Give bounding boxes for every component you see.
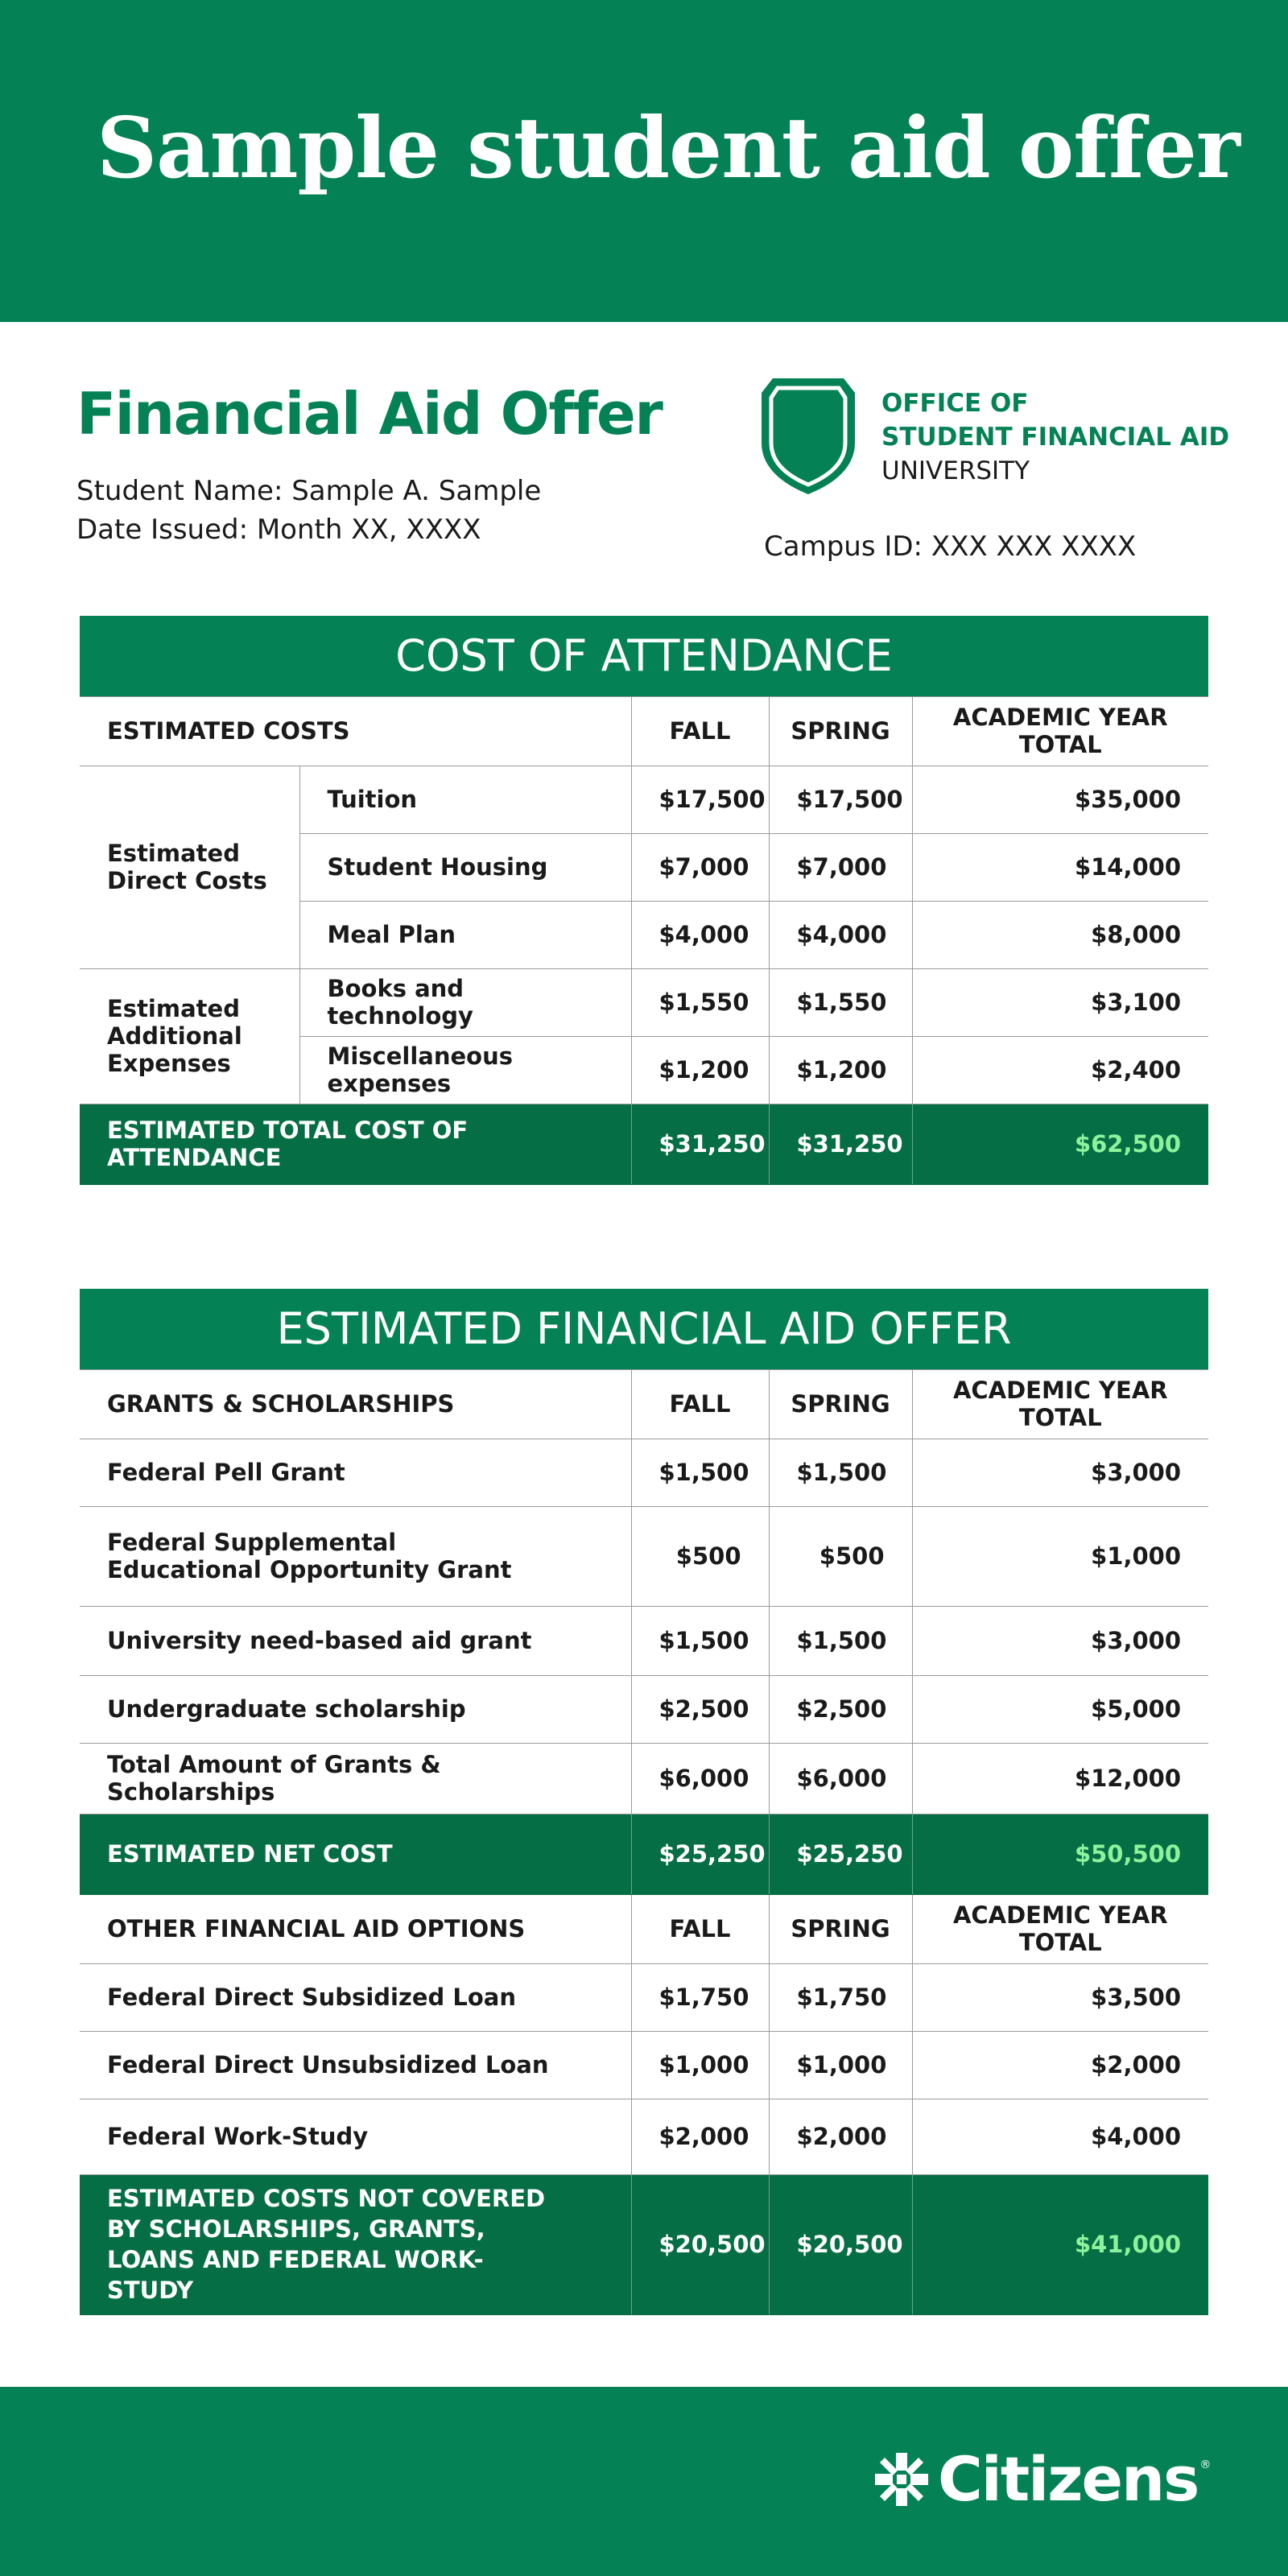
office-line-1: OFFICE OF: [881, 389, 1029, 418]
row-spring: $2,500: [769, 1675, 912, 1743]
row-total: $2,400: [912, 1036, 1208, 1104]
row-spring: $17,500: [769, 766, 912, 833]
row-fall: $2,500: [631, 1675, 769, 1743]
row-fall: $2,000: [631, 2099, 769, 2174]
date-issued: Date Issued: Month XX, XXXX: [76, 514, 481, 546]
group-label-direct: Estimated Direct Costs: [80, 766, 299, 968]
net-cost-row: [80, 1814, 1208, 1894]
row-fall: $7,000: [631, 833, 769, 901]
net-cost-spring: $25,250: [769, 1814, 912, 1894]
row-spring: $4,000: [769, 901, 912, 968]
row-fall: $1,500: [631, 1606, 769, 1675]
page-title: Financial Aid Offer: [76, 380, 663, 448]
table-row: [80, 1743, 1208, 1814]
final-total-row: [80, 2174, 1208, 2314]
row-label: Miscellaneous expenses: [299, 1036, 631, 1104]
registered-mark: ®: [1199, 2458, 1212, 2471]
row-total: $8,000: [912, 901, 1208, 968]
column-header-spring: SPRING: [769, 696, 912, 766]
table-row: [80, 1506, 1208, 1606]
row-total: $14,000: [912, 833, 1208, 901]
table-header-row: [80, 696, 1208, 766]
row-spring: $1,200: [769, 1036, 912, 1104]
citizens-logo-icon: [873, 2451, 930, 2508]
final-total-spring: $20,500: [769, 2174, 912, 2314]
row-label: Books and technology: [299, 968, 631, 1036]
column-header-total: ACADEMIC YEAR TOTAL: [912, 1894, 1208, 1963]
row-total: $4,000: [912, 2099, 1208, 2174]
office-line-2: STUDENT FINANCIAL AID: [881, 423, 1230, 452]
row-total: $3,000: [912, 1606, 1208, 1675]
offer-header: [76, 380, 663, 549]
column-header-spring: SPRING: [769, 1369, 912, 1439]
row-fall: $1,200: [631, 1036, 769, 1104]
brand-logo: [873, 2443, 1212, 2515]
row-label: Tuition: [299, 766, 631, 833]
row-label: Federal Direct Subsidized Loan: [80, 1963, 631, 2031]
financial-aid-offer-table: [80, 1289, 1208, 2315]
row-label: Student Housing: [299, 833, 631, 901]
row-label: Federal Supplemental Educational Opportunity Grant: [80, 1506, 631, 1606]
row-label: Meal Plan: [299, 901, 631, 968]
row-fall: $500: [631, 1506, 769, 1606]
total-label: ESTIMATED TOTAL COST OF ATTENDANCE: [80, 1104, 631, 1184]
row-label: Federal Direct Unsubsidized Loan: [80, 2031, 631, 2099]
total-row: [80, 1104, 1208, 1184]
row-fall: $1,500: [631, 1439, 769, 1506]
table-row: [80, 1963, 1208, 2031]
table-row: [80, 2031, 1208, 2099]
row-fall: $4,000: [631, 901, 769, 968]
net-cost-year: $50,500: [912, 1814, 1208, 1894]
row-fall: $1,550: [631, 968, 769, 1036]
row-spring: $1,550: [769, 968, 912, 1036]
column-header-total: ACADEMIC YEAR TOTAL: [912, 696, 1208, 766]
hero-title: Sample student aid offer: [97, 98, 1240, 197]
row-total: $3,500: [912, 1963, 1208, 2031]
row-spring: $1,500: [769, 1439, 912, 1506]
row-fall: $17,500: [631, 766, 769, 833]
column-header-fall: FALL: [631, 696, 769, 766]
group-label-additional: Estimated Additional Expenses: [80, 968, 299, 1104]
column-header-spring: SPRING: [769, 1894, 912, 1963]
student-name: Student Name: Sample A. Sample: [76, 475, 542, 507]
row-label: Total Amount of Grants & Scholarships: [80, 1743, 631, 1814]
row-label: Federal Work-Study: [80, 2099, 631, 2174]
row-total: $3,100: [912, 968, 1208, 1036]
row-label: University need-based aid grant: [80, 1606, 631, 1675]
row-spring: $7,000: [769, 833, 912, 901]
row-total: $1,000: [912, 1506, 1208, 1606]
column-header-label: ESTIMATED COSTS: [80, 696, 631, 766]
total-year: $62,500: [912, 1104, 1208, 1184]
column-header-label: GRANTS & SCHOLARSHIPS: [80, 1369, 631, 1439]
shield-icon: [757, 375, 860, 497]
cost-of-attendance-table: [80, 616, 1208, 1185]
final-total-fall: $20,500: [631, 2174, 769, 2314]
row-label: Undergraduate scholarship: [80, 1675, 631, 1743]
office-name: [881, 386, 1229, 488]
net-cost-label: ESTIMATED NET COST: [80, 1814, 631, 1894]
row-total: $3,000: [912, 1439, 1208, 1506]
net-cost-fall: $25,250: [631, 1814, 769, 1894]
final-total-year: $41,000: [912, 2174, 1208, 2314]
row-total: $2,000: [912, 2031, 1208, 2099]
campus-id: Campus ID: XXX XXX XXXX: [764, 530, 1137, 563]
row-spring: $1,500: [769, 1606, 912, 1675]
table-row: [80, 968, 1208, 1036]
row-total: $35,000: [912, 766, 1208, 833]
column-header-fall: FALL: [631, 1369, 769, 1439]
final-total-label: ESTIMATED COSTS NOT COVERED BY SCHOLARSHIPS, GRANTS, LOANS AND FEDERAL WORK-STUDY: [80, 2174, 631, 2314]
table-row: [80, 766, 1208, 833]
row-fall: $1,750: [631, 1963, 769, 2031]
row-spring: $2,000: [769, 2099, 912, 2174]
table-row: [80, 1439, 1208, 1506]
row-fall: $6,000: [631, 1743, 769, 1814]
office-line-3: UNIVERSITY: [881, 456, 1030, 485]
table-row: [80, 1606, 1208, 1675]
table-header-row: [80, 1894, 1208, 1963]
aid-table-title: ESTIMATED FINANCIAL AID OFFER: [80, 1289, 1208, 1369]
row-total: $12,000: [912, 1743, 1208, 1814]
row-total: $5,000: [912, 1675, 1208, 1743]
table-header-row: [80, 1369, 1208, 1439]
column-header-total: ACADEMIC YEAR TOTAL: [912, 1369, 1208, 1439]
row-fall: $1,000: [631, 2031, 769, 2099]
row-spring: $500: [769, 1506, 912, 1606]
row-spring: $6,000: [769, 1743, 912, 1814]
row-spring: $1,000: [769, 2031, 912, 2099]
total-fall: $31,250: [631, 1104, 769, 1184]
total-spring: $31,250: [769, 1104, 912, 1184]
table-row: [80, 2099, 1208, 2174]
column-header-label: OTHER FINANCIAL AID OPTIONS: [80, 1894, 631, 1963]
cost-table-title: COST OF ATTENDANCE: [80, 616, 1208, 696]
column-header-fall: FALL: [631, 1894, 769, 1963]
row-label: Federal Pell Grant: [80, 1439, 631, 1506]
table-row: [80, 1675, 1208, 1743]
brand-name: Citizens: [938, 2443, 1199, 2515]
row-spring: $1,750: [769, 1963, 912, 2031]
hero-banner: [0, 0, 1288, 322]
